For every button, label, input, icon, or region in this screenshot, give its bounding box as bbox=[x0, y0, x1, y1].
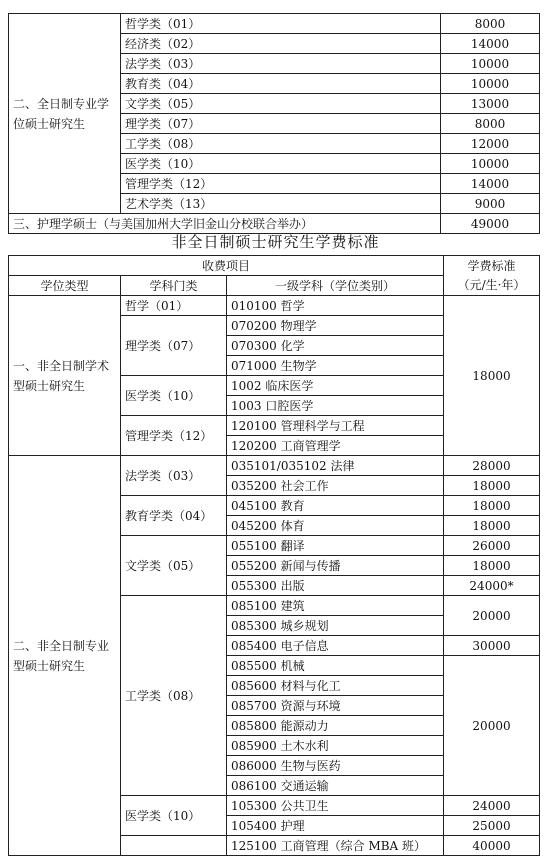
fee-cell: 10000 bbox=[441, 154, 540, 174]
discipline-cell: 105400 护理 bbox=[227, 816, 444, 836]
degree-type-cell: 一、非全日制学术型硕士研究生 bbox=[9, 296, 121, 456]
category-cell: 医学类（10） bbox=[121, 376, 227, 416]
discipline-cell: 085400 电子信息 bbox=[227, 636, 444, 656]
category-cell-empty bbox=[121, 836, 227, 856]
fulltime-fee-table bbox=[8, 13, 540, 234]
discipline-cell: 071000 生物学 bbox=[227, 356, 444, 376]
table-header-row bbox=[9, 256, 540, 276]
discipline-cell: 035200 社会工作 bbox=[227, 476, 444, 496]
discipline-cell: 120100 管理科学与工程 bbox=[227, 416, 444, 436]
table-row bbox=[9, 456, 540, 476]
category-cell: 理学类（07） bbox=[121, 316, 227, 376]
discipline-header: 一级学科（学位类别） bbox=[227, 276, 444, 296]
discipline-cell: 085800 能源动力 bbox=[227, 716, 444, 736]
fee-cell: 30000 bbox=[444, 636, 540, 656]
subject-cell: 管理学类（12） bbox=[121, 174, 441, 194]
fee-cell: 10000 bbox=[441, 54, 540, 74]
degree-type-cell: 二、非全日制专业型硕士研究生 bbox=[9, 456, 121, 856]
subject-cell: 经济类（02） bbox=[121, 34, 441, 54]
fee-cell: 24000* bbox=[444, 576, 540, 596]
subject-cell: 艺术学类（13） bbox=[121, 194, 441, 214]
fee-cell: 25000 bbox=[444, 816, 540, 836]
discipline-cell: 120200 工商管理学 bbox=[227, 436, 444, 456]
fee-cell: 18000 bbox=[444, 296, 540, 456]
discipline-cell: 086100 交通运输 bbox=[227, 776, 444, 796]
discipline-cell: 085700 资源与环境 bbox=[227, 696, 444, 716]
fee-cell: 14000 bbox=[441, 174, 540, 194]
fee-cell: 18000 bbox=[444, 496, 540, 516]
discipline-cell: 045200 体育 bbox=[227, 516, 444, 536]
fee-cell: 9000 bbox=[441, 194, 540, 214]
fee-standard-header bbox=[444, 256, 540, 296]
discipline-cell: 010100 哲学 bbox=[227, 296, 444, 316]
discipline-cell: 055300 出版 bbox=[227, 576, 444, 596]
discipline-cell: 105300 公共卫生 bbox=[227, 796, 444, 816]
discipline-cell: 045100 教育 bbox=[227, 496, 444, 516]
fee-cell: 24000 bbox=[444, 796, 540, 816]
fulltime-fee-table-body bbox=[9, 14, 540, 234]
category-cell: 法学类（03） bbox=[121, 456, 227, 496]
fee-cell: 18000 bbox=[444, 556, 540, 576]
discipline-cell: 085900 土木水利 bbox=[227, 736, 444, 756]
charge-items-header: 收费项目 bbox=[9, 256, 444, 276]
fee-cell: 14000 bbox=[441, 34, 540, 54]
subject-cell: 哲学类（01） bbox=[121, 14, 441, 34]
fee-standard-label: 学费标准 bbox=[467, 258, 516, 273]
fee-cell: 13000 bbox=[441, 94, 540, 114]
fee-cell: 8000 bbox=[441, 14, 540, 34]
fee-cell: 20000 bbox=[444, 596, 540, 636]
category-cell: 医学类（10） bbox=[121, 796, 227, 836]
nursing-joint-program-cell: 三、护理学硕士（与美国加州大学旧金山分校联合举办） bbox=[9, 214, 441, 234]
discipline-cell: 085100 建筑 bbox=[227, 596, 444, 616]
degree-type-cell: 二、全日制专业学位硕士研究生 bbox=[9, 14, 121, 214]
discipline-cell: 070300 化学 bbox=[227, 336, 444, 356]
category-cell: 工学类（08） bbox=[121, 596, 227, 796]
table-row bbox=[9, 14, 540, 34]
discipline-cell: 035101/035102 法律 bbox=[227, 456, 444, 476]
fee-cell: 26000 bbox=[444, 536, 540, 556]
subject-cell: 文学类（05） bbox=[121, 94, 441, 114]
discipline-cell: 125100 工商管理（综合 MBA 班） bbox=[227, 836, 444, 856]
category-cell: 管理学类（12） bbox=[121, 416, 227, 456]
discipline-cell: 055200 新闻与传播 bbox=[227, 556, 444, 576]
table-row bbox=[9, 214, 540, 234]
parttime-fee-table bbox=[8, 255, 540, 856]
discipline-cell: 055100 翻译 bbox=[227, 536, 444, 556]
category-header: 学科门类 bbox=[121, 276, 227, 296]
fee-cell: 18000 bbox=[444, 516, 540, 536]
discipline-cell: 1002 临床医学 bbox=[227, 376, 444, 396]
category-cell: 文学类（05） bbox=[121, 536, 227, 596]
fee-cell: 40000 bbox=[444, 836, 540, 856]
part-time-section-title: 非全日制硕士研究生学费标准 bbox=[171, 233, 380, 251]
category-cell: 哲学（01） bbox=[121, 296, 227, 316]
subject-cell: 医学类（10） bbox=[121, 154, 441, 174]
discipline-cell: 085600 材料与化工 bbox=[227, 676, 444, 696]
discipline-cell: 085500 机械 bbox=[227, 656, 444, 676]
subject-cell: 法学类（03） bbox=[121, 54, 441, 74]
subject-cell: 理学类（07） bbox=[121, 114, 441, 134]
discipline-cell: 085300 城乡规划 bbox=[227, 616, 444, 636]
category-cell: 教育学类（04） bbox=[121, 496, 227, 536]
fee-cell: 28000 bbox=[444, 456, 540, 476]
discipline-cell: 086000 生物与医药 bbox=[227, 756, 444, 776]
table-row bbox=[9, 296, 540, 316]
subject-cell: 工学类（08） bbox=[121, 134, 441, 154]
discipline-cell: 070200 物理学 bbox=[227, 316, 444, 336]
discipline-cell: 1003 口腔医学 bbox=[227, 396, 444, 416]
subject-cell: 教育类（04） bbox=[121, 74, 441, 94]
fee-cell: 12000 bbox=[441, 134, 540, 154]
fee-cell: 20000 bbox=[444, 656, 540, 796]
fee-cell: 49000 bbox=[441, 214, 540, 234]
fee-cell: 10000 bbox=[441, 74, 540, 94]
fee-cell: 8000 bbox=[441, 114, 540, 134]
fee-cell: 18000 bbox=[444, 476, 540, 496]
fee-standard-unit: （元/生·年） bbox=[457, 277, 526, 292]
degree-type-header: 学位类型 bbox=[9, 276, 121, 296]
